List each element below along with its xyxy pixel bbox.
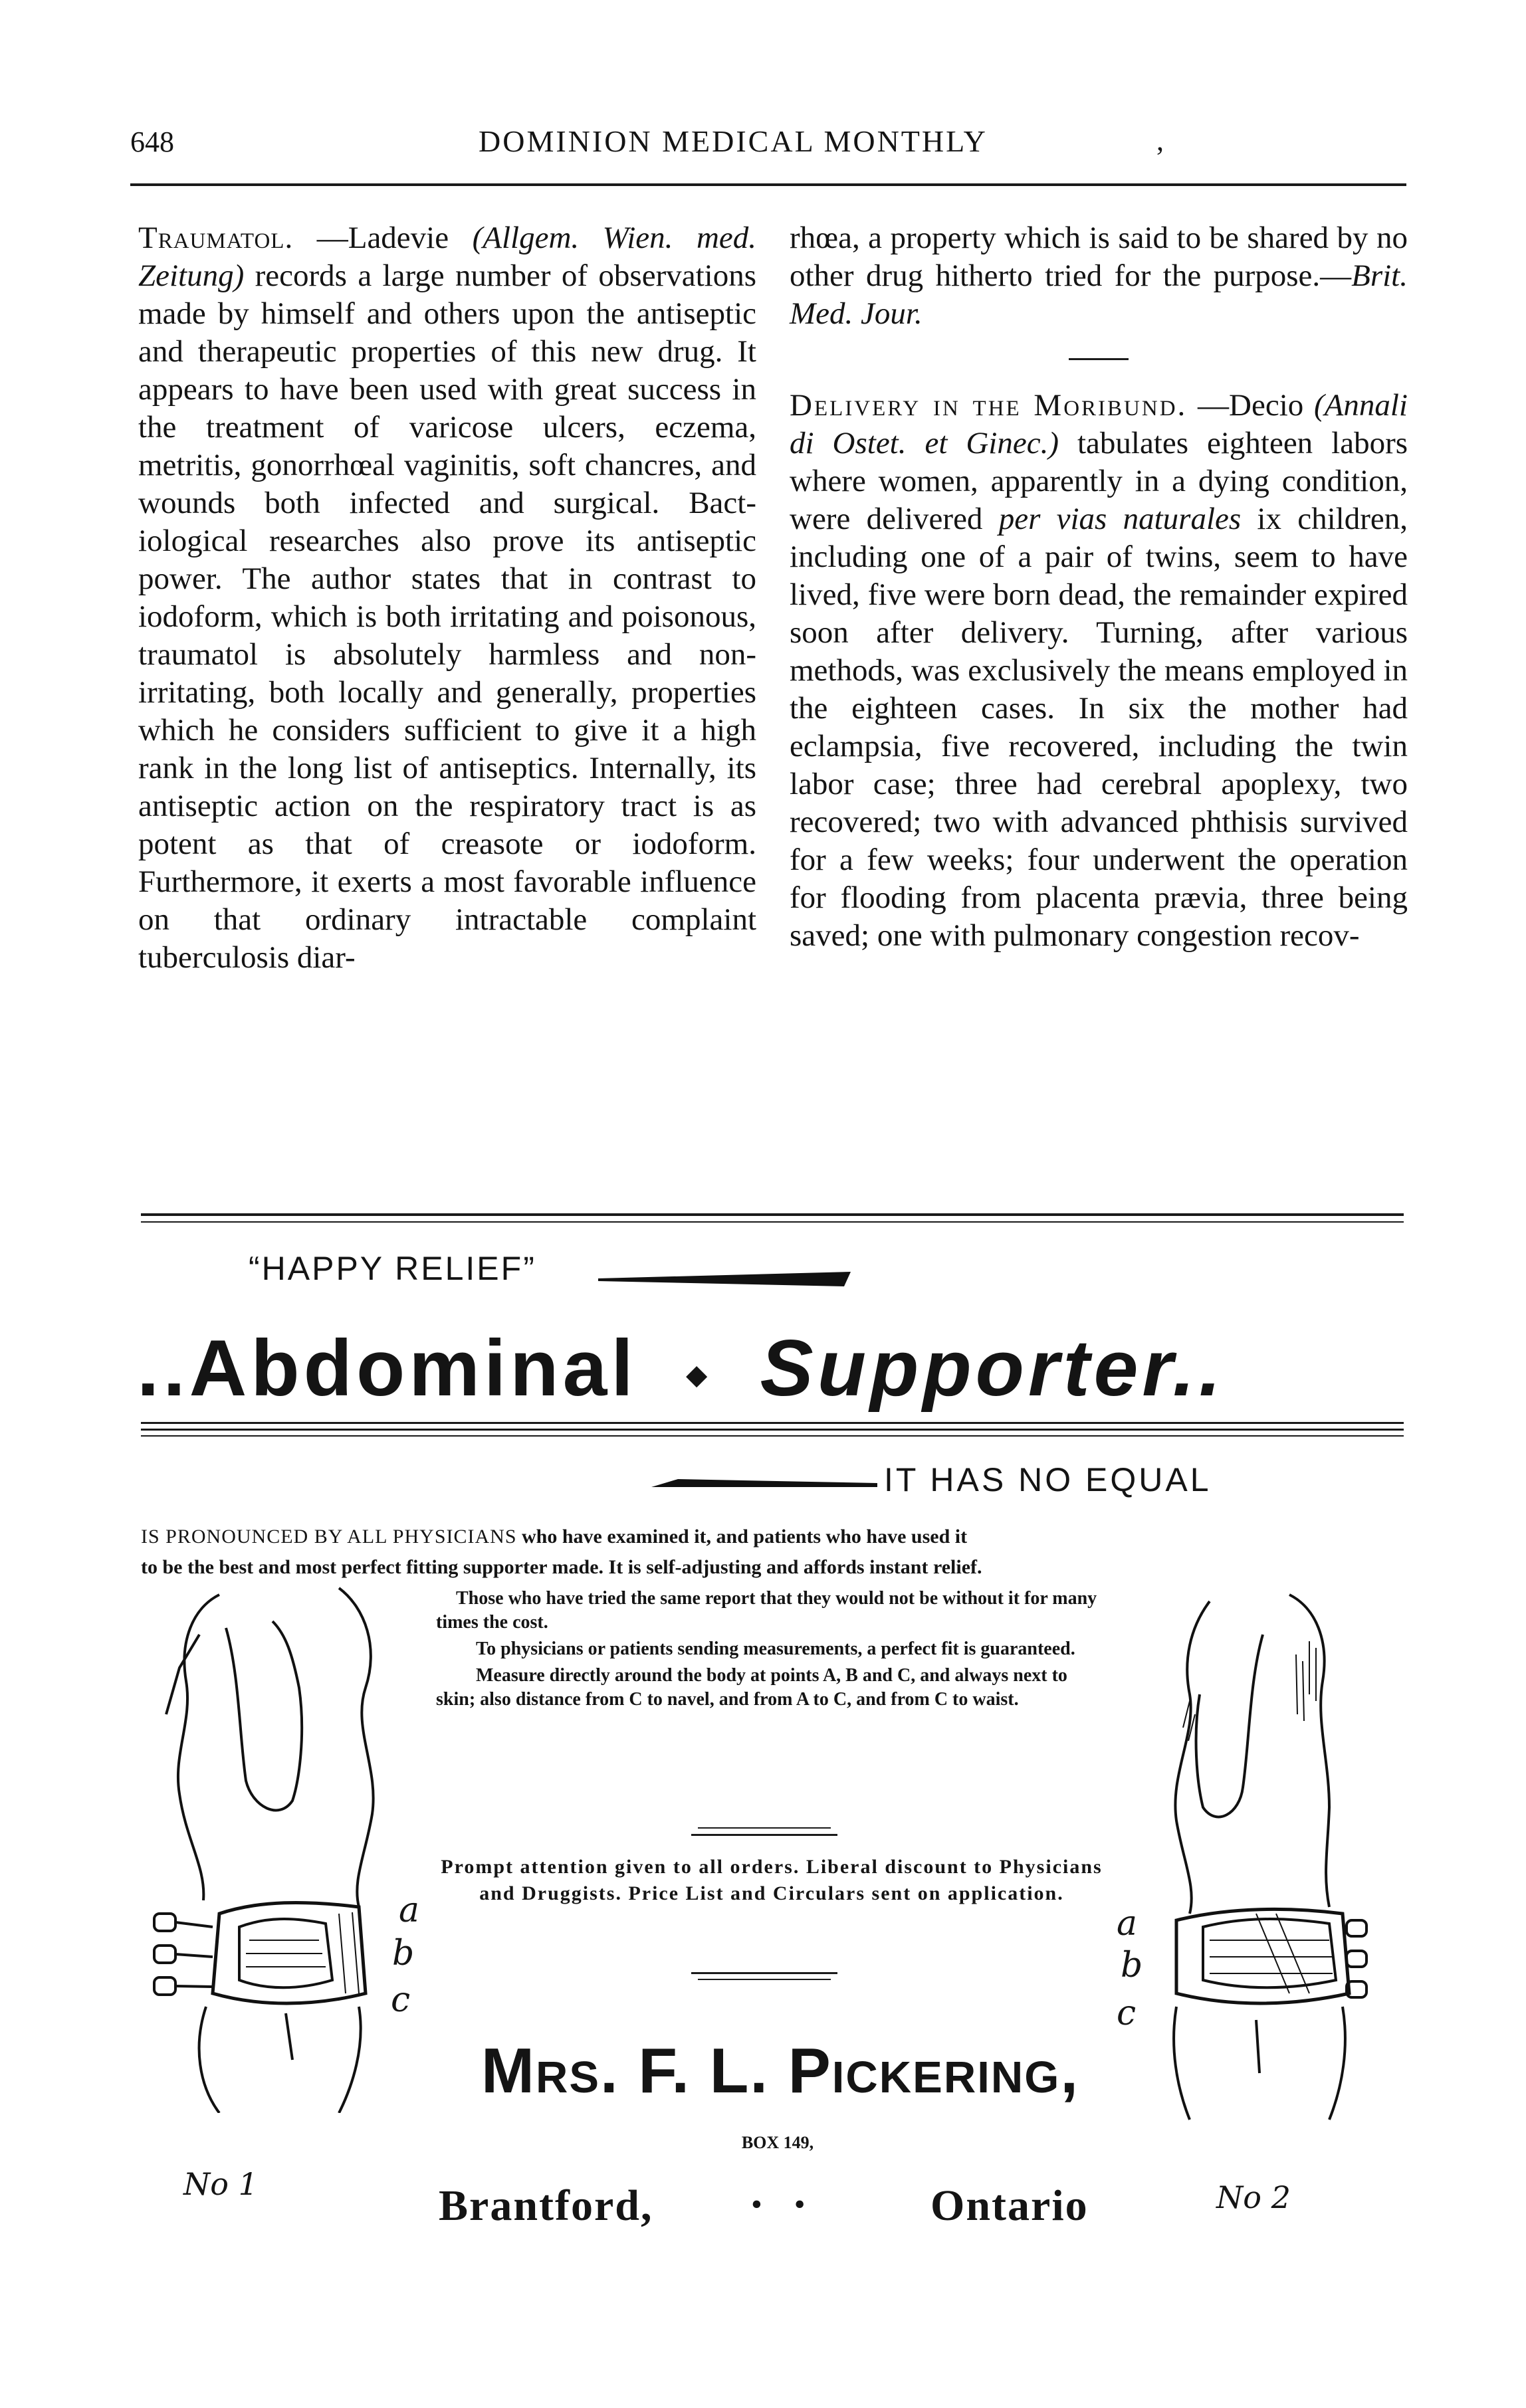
advertiser-city: Brantford,	[439, 2181, 653, 2230]
article-separator	[1069, 358, 1129, 360]
figure-1-label: No 1	[183, 2166, 258, 2202]
advertiser-province: Ontario	[930, 2181, 1089, 2230]
ad-subtitle: IT HAS NO EQUAL	[884, 1461, 1212, 1498]
ad-title-left: ..Abdominal	[137, 1324, 637, 1413]
figure-1-mark-a: a	[399, 1890, 420, 1930]
journal-title: DOMINION MEDICAL MONTHLY	[479, 124, 988, 158]
figure-2-mark-a: a	[1117, 1904, 1138, 1944]
tagline-wedge	[598, 1269, 851, 1289]
continuation-source: Brit. Med. Jour.	[790, 258, 1408, 331]
traumatol-source: (Allgem. Wien. med. Zeitung)	[138, 221, 756, 293]
moribund-article: Delivery in the Moribund. —Decio (Annali di Ostet. et Ginec.) tabulates eighteen labors where women, apparently in a dying condition, were delivered per vias naturales ix children, including one of a pair of twins, seem to have lived, five were born dead, the remainder expired soon after delivery. Turning, after various methods, was exclusively the means employed in the eighteen cases. In six the mother had eclampsia, five recovered, including the twin labor case; three had cerebral apoplexy, two recovered; two with advanced phthisis survived for a few weeks; four underwent the operation for flooding from placenta prævia, three being saved; one with pulmonary congestion recov-	[790, 388, 1408, 953]
ad-offer: Prompt attention given to all orders. Liberal discount to Physicians and Druggists. Price List and Circulars sent on application.	[441, 1856, 1103, 1904]
ad-title-right: Supporter..	[760, 1324, 1226, 1413]
address-dots: • •	[751, 2187, 806, 2222]
traumatol-author: —Ladevie	[316, 221, 449, 255]
figure-2	[1117, 1581, 1409, 2233]
figure-2-mark-b: b	[1121, 1946, 1143, 1985]
ad-para-1: Those who have tried the same report that they would not be without it for many times the cost.	[436, 1588, 1097, 1633]
title-rule-3	[141, 1435, 1404, 1437]
ornament-rule-2b	[698, 1979, 831, 1980]
header-rule	[130, 183, 1406, 186]
figure-2-label: No 2	[1216, 2179, 1291, 2215]
ad-title	[137, 1322, 1400, 1414]
left-column	[138, 219, 756, 977]
ad-tagline: “HAPPY RELIEF”	[249, 1250, 536, 1287]
header-mark: ,	[1156, 124, 1164, 157]
figure-1	[140, 1581, 432, 2219]
moribund-heading: Delivery in the Moribund.	[790, 388, 1188, 423]
diamond-ornament-icon: ◆	[686, 1358, 712, 1390]
ornament-rule-1b	[691, 1834, 837, 1836]
figure-1-mark-b: b	[392, 1934, 415, 1973]
figure-2-drawing	[1117, 1581, 1409, 2126]
figure-1-mark-c: c	[391, 1980, 411, 2020]
moribund-source: (Annali di Ostet. et Ginec.)	[790, 388, 1408, 460]
latin-phrase: per vias naturales	[998, 502, 1242, 536]
advertiser-box: BOX 149,	[741, 2133, 814, 2152]
title-rule-2	[141, 1429, 1404, 1431]
traumatol-article	[138, 219, 756, 977]
traumatol-body: records a large number of observations made by himself and others upon the antiseptic and therapeutic properties of this new drug. It appears to have been used with great success in the treatment of varicose ulcers, eczema, metritis, gonorrhœal vaginitis, soft chancres, and wounds both infected and surgical. Bact- iological researches also prove its antiseptic power. The author states that in contrast to iodoform, which is both irritating and poisonous, traumatol is absolutely harmless and non-irritating, both locally and generally, properties which he considers sufficient to give it a high rank in the long list of antiseptics. Internally, its antiseptic action on the respiratory tract is as potent as that of creasote or iodoform. Furthermore, it exerts a most favorable influence on that ordinary intractable complaint tuberculosis diar-	[138, 258, 756, 975]
pronounced-line-1: IS PRONOUNCED BY ALL PHYSICIANS who have examined it, and patients who have used it	[141, 1526, 968, 1548]
figure-1-drawing	[140, 1581, 432, 2113]
ornament-rule-1a	[698, 1827, 831, 1829]
ad-center-text	[436, 1587, 1107, 1712]
ad-para-2: To physicians or patients sending measurements, a perfect fit is guaranteed.	[476, 1639, 1075, 1659]
ad-top-rule-1	[141, 1213, 1404, 1216]
pronounced-line-2: to be the best and most perfect fitting supporter made. It is self-adjusting and affords instant relief.	[141, 1556, 982, 1578]
page-number: 648	[130, 126, 174, 158]
moribund-author: —Decio	[1198, 388, 1304, 423]
title-rule-1	[141, 1422, 1404, 1424]
subtitle-wedge	[651, 1478, 877, 1492]
rhoea-continuation: rhœa, a property which is said to be shared by no other drug hitherto tried for the purpose.—Brit. Med. Jour.	[790, 221, 1408, 331]
ad-para-3: Measure directly around the body at points A, B and C, and always next to skin; also distance from C to navel, and from A to C, and from C to waist.	[436, 1665, 1067, 1710]
ornament-rule-2a	[691, 1972, 837, 1974]
ad-top-rule-2	[141, 1221, 1404, 1223]
traumatol-heading: Traumatol.	[138, 221, 294, 255]
right-column	[790, 219, 1408, 955]
figure-2-mark-c: c	[1117, 1993, 1137, 2033]
advertiser-name: Mrs. F. L. Pickering,	[481, 2035, 1079, 2106]
